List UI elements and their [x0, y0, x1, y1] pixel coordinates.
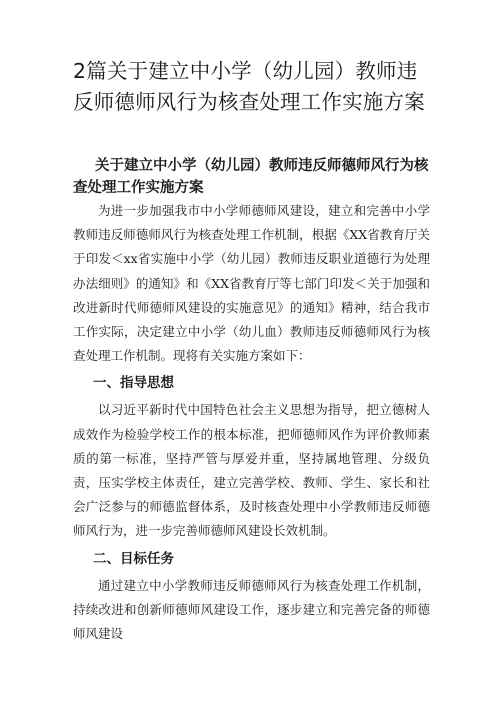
- section-heading: 关于建立中小学（幼儿园）教师违反师德师风行为核查处理工作实施方案: [73, 158, 429, 196]
- paragraph-guiding-ideology: 以习近平新时代中国特色社会主义思想为指导，把立德树人成效作为检验学校工作的根本标准，把师德师风作为评价教师素质的第一标准，坚持严管与厚爱并重，坚持属地管理、分级负责，压实学校主体责任，建立完善学校、教师、学生、家长和社会广泛参与的师德监督体系，及时核查处理中小学教师违反师德师风行为，进一步完善师德师风建设长效机制。: [73, 402, 430, 539]
- heading-guiding-ideology: 一、指导思想: [93, 375, 174, 392]
- intro-paragraph: 为进一步加强我市中小学师德师风建设，建立和完善中小学教师违反师德师风行为核查处理工作机制，根据《XX省教育厅关于印发＜xx省实施中小学（幼儿园）教师违反职业道德行为处理办法细则》的通知》和《XX省教育厅等七部门印发＜关于加强和改进新时代师德师风建设的实施意见》的通知》精神，结合我市工作实际，决定建立中小学（幼儿血）教师违反师德师风行为核查处理工作机制。现将有关实施方案如下：: [73, 203, 430, 364]
- document-title: 2篇关于建立中小学（幼儿园）教师违反师德师风行为核查处理工作实施方案: [73, 59, 425, 114]
- heading-objectives: 二、目标任务: [93, 550, 174, 567]
- paragraph-objectives: 通过建立中小学教师违反师德师风行为核查处理工作机制，持续改进和创新师德师风建设工作，逐步建立和完善完备的师德师风建设: [73, 577, 430, 642]
